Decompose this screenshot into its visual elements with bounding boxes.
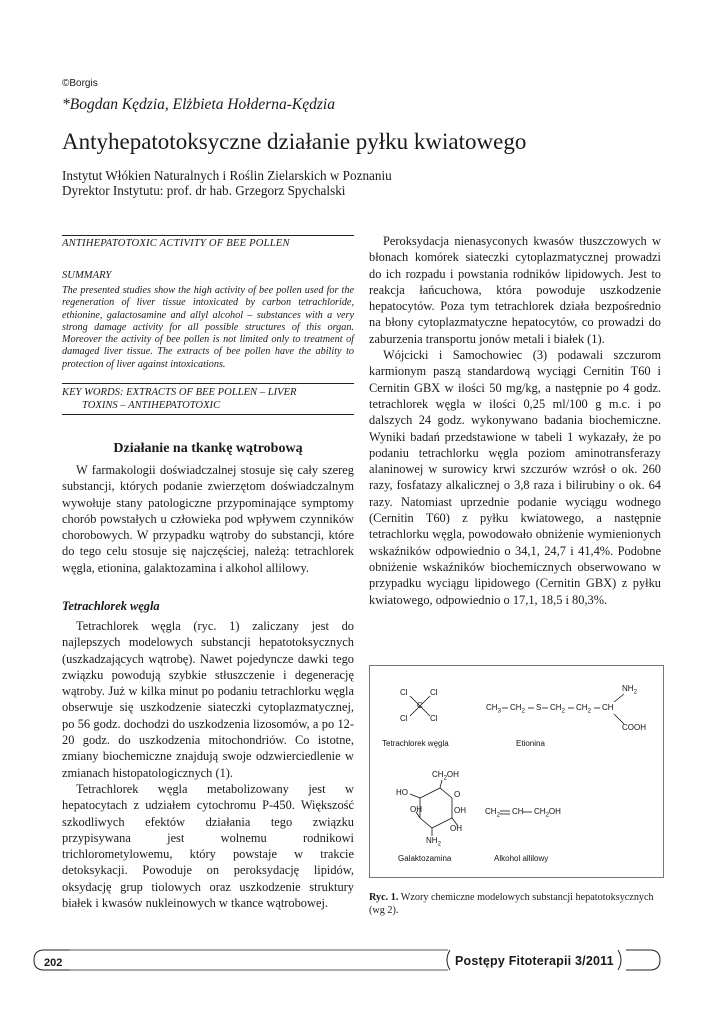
- eth-s: S: [536, 703, 542, 712]
- paragraph: W farmakologii doświadczalnej stosuje się cały szereg substancji, których podanie zwierzętom doświadczalnym wywołuje stany patologiczne przypominające symptomy chorób powstałych u człowieka pod wpływem czynników chorobowych. W przypadku wątroby do substancji, które do tego celu stosuje się najczęściej, należą: tetrachlorek węgla, etionina, galaktozamina i alkohol allilowy.: [62, 463, 354, 575]
- caption-label: Ryc. 1.: [369, 892, 399, 903]
- eth-ch3: $CH_3$: [486, 703, 501, 715]
- keywords-line-1: KEY WORDS: EXTRACTS OF BEE POLLEN – LIVER: [62, 387, 297, 398]
- ccl4-label: Tetrachlorek węgla: [382, 739, 449, 748]
- abstract-top-rule: [62, 235, 354, 236]
- allyl-ch: CH: [512, 807, 524, 816]
- left-column-intro: [62, 462, 354, 576]
- right-column-body: [369, 233, 661, 608]
- eth-ch2-b: $CH_2$: [550, 703, 565, 715]
- caption-text: Wzory chemiczne modelowych substancji hepatotoksycznych (wg 2).: [369, 892, 654, 916]
- ccl4-cl-3: Cl: [400, 714, 408, 723]
- summary-text: The presented studies show the high activity of bee pollen used for the regeneration of liver tissue intoxicated by carbon tetrachloride, ethionine, galactosamine and allyl alcohol – substances with a very strong damage activity for all possible structures of this organ. Moreover the activity of bee pollen is not limited only to treatment of damaged liver tissue. The extracts of bee pollen have the ability to protection of liver against intoxications.: [62, 285, 354, 370]
- ccl4-c: C: [417, 701, 423, 710]
- paragraph: Wójcicki i Samochowiec (3) podawali szczurom karmionym paszą standardową wyciągi Cernitin T60 i Cernitin GBX w ilości 50 mg/kg, a następnie po 4 godz. tetrachlorek węgla w ilości 0,25 ml/100 g m.c. i po dalszych 24 godz. wykonywano badania biochemiczne. Wyniki badań przedstawione w tabeli 1 wykazały, że po podaniu tetrachlorku węgla poziom aminotransferazy alaninowej w surowicy krwi szczurów wzrósł o ok. 260 razy, fosfatazy alkalicznej o 3,8 raza i bilirubiny o ok. 64 razy. Natomiast uprzednie podanie wyciągu wodnego (Cernitin T60) z pyłku kwiatowego, a następnie tetrachlorku węgla, powodowało obniżenie wymienionych wskaźników odpowiednio o 34,1, 24,7 i 41,4%. Podobne obniżenie wskaźników biochemicznych obserwowano w przypadku wyciągu lipidowego (Cernitin GBX) z pyłku kwiatowego, odpowiednio o 17,1, 18,5 i 80,3%.: [369, 348, 661, 607]
- structure-bonds: [370, 666, 663, 877]
- figure-chemical-structures: [369, 665, 664, 878]
- paragraph: Tetrachlorek węgla (ryc. 1) zaliczany jest do najlepszych modelowych substancji hepatotoksycznych (uszkadzających wątrobę). Nawet pojedyncze dawki tego związku powodują szybkie stłuszczenie i degenerację wątroby. Już w kilka minut po podaniu tetrachlorku węgla obserwuje się uszkodzenie siateczki cytoplazmatycznej, po 56 godz. dochodzi do uszkodzenia lizosomów, a po 12-20 godz. do uszkodzenia mitochondriów. Co istotne, zmiany biochemiczne znajdują swoje odzwierciedlenie w zmianach histopatologicznych (1).: [62, 619, 354, 780]
- paragraph: Tetrachlorek węgla metabolizowany jest w hepatocytach z udziałem cytochromu P-450. Większość szkodliwych efektów działania tego związku przypisywana jest wolnemu rodnikowi trichlorometylowemu, który powstaje w trakcie detoksykacji. Powoduje on peroksydację lipidów, oksydację grup tiolowych oraz uszkodzenie struktury białek i kwasów nukleinowych w tkance wątrobowej.: [62, 781, 354, 911]
- summary-label: SUMMARY: [62, 270, 112, 281]
- copyright: ©Borgis: [62, 78, 98, 89]
- allyl-ch2oh: $CH_2OH$: [534, 807, 561, 819]
- keywords-bottom-rule: [62, 414, 354, 415]
- figure-caption: [369, 892, 661, 917]
- allyl-ch2: $CH_2$: [485, 807, 500, 819]
- eth-ch2-c: $CH_2$: [576, 703, 591, 715]
- eth-nh2: $NH_2$: [622, 684, 637, 696]
- left-column-body: [62, 618, 354, 911]
- page-number: 202: [44, 957, 63, 969]
- eth-ch: CH: [602, 703, 614, 712]
- abstract-title: ANTIHEPATOTOXIC ACTIVITY OF BEE POLLEN: [62, 238, 290, 249]
- gal-o: O: [454, 790, 461, 799]
- article-title: Antyhepatotoksyczne działanie pyłku kwiatowego: [62, 129, 527, 154]
- ccl4-cl-2: Cl: [430, 688, 438, 697]
- eth-cooh: COOH: [622, 723, 646, 732]
- eth-ch2-a: $CH_2$: [510, 703, 525, 715]
- section-heading: Działanie na tkankę wątrobową: [113, 441, 303, 456]
- affiliation: [62, 168, 392, 198]
- ethionine-label: Etionina: [516, 739, 545, 748]
- ccl4-cl-4: Cl: [430, 714, 438, 723]
- gal-ch2oh: $CH_2OH$: [432, 770, 459, 782]
- paragraph: Peroksydacja nienasyconych kwasów tłuszczowych w błonach komórek siateczki cytoplazmatycznej prowadzi do ich rozpadu i powstania rodników lipidowych. Jest to reakcja łańcuchowa, która powoduje uszkodzenie hepatocytów. Poza tym tetrachlorek działa bezpośrednio na błony cytoplazmatyczne hepatocytów, co prowadzi do zaburzenia transportu jonów metali i białek (1).: [369, 234, 661, 346]
- director-name: Dyrektor Instytutu: prof. dr hab. Grzegorz Spychalski: [62, 183, 346, 198]
- subheading-ccl4: Tetrachlorek węgla: [62, 599, 160, 613]
- authors: *Bogdan Kędzia, Elżbieta Hołderna-Kędzia: [62, 96, 335, 113]
- gal-oh-2: OH: [410, 805, 422, 814]
- keywords-top-rule: [62, 383, 354, 384]
- gal-nh2: $NH_2$: [426, 836, 441, 848]
- ccl4-cl-1: Cl: [400, 688, 408, 697]
- gal-oh-1: OH: [454, 806, 466, 815]
- journal-name: Postępy Fitoterapii 3/2011: [455, 954, 614, 968]
- keywords: [62, 387, 354, 412]
- galactosamine-label: Galaktozamina: [398, 854, 452, 863]
- institute-name: Instytut Włókien Naturalnych i Roślin Zielarskich w Poznaniu: [62, 168, 392, 183]
- keywords-line-2: TOXINS – ANTIHEPATOTOXIC: [82, 399, 221, 411]
- gal-ho: HO: [396, 788, 408, 797]
- allyl-label: Alkohol allilowy: [494, 854, 549, 863]
- gal-oh-3: OH: [450, 824, 462, 833]
